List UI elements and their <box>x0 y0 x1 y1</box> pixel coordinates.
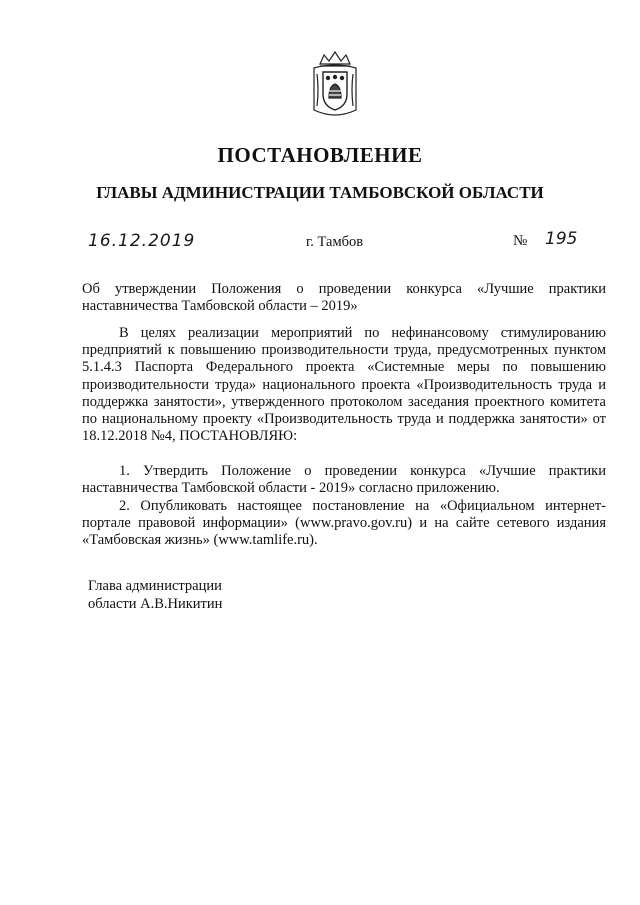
resolution-item-1: 1. Утвердить Положение о проведении конкурса «Лучшие практики наставничества Тамбовской области - 2019» согласно приложению. <box>82 463 606 497</box>
preamble-paragraph: В целях реализации мероприятий по нефинансовому стимулированию предприятий к повышению производительности труда, предусмотренных пунктом 5.1.4.3 Паспорта Федерального проекта «Системные меры по повышению производительности труда» национального проекта «Производительность труда и поддержка занятости», утвержденного протоколом заседания проектного комитета по национальному проекту «Производительность труда и поддержка занятости» от 18.12.2018 №4, ПОСТАНОВЛЯЮ: <box>82 325 606 445</box>
resolution-item-2: 2. Опубликовать настоящее постановление на «Официальном интернет-портале правовой информации» (www.pravo.gov.ru) и на сайте сетевого издания «Тамбовская жизнь» (www.tamlife.ru). <box>82 498 606 549</box>
signature-line-2: области А.В.Никитин <box>88 595 223 612</box>
coat-of-arms-icon <box>312 50 358 118</box>
document-city: г. Тамбов <box>306 234 364 250</box>
document-date: 16.12.2019 <box>88 231 196 251</box>
document-subtitle: ГЛАВЫ АДМИНИСТРАЦИИ ТАМБОВСКОЙ ОБЛАСТИ <box>96 183 544 202</box>
document-number: 195 <box>545 229 578 249</box>
signature-block <box>88 578 222 613</box>
document-title: ПОСТАНОВЛЕНИЕ <box>217 143 423 167</box>
signature-line-1: Глава администрации <box>88 578 222 594</box>
document-subject: Об утверждении Положения о проведении конкурса «Лучшие практики наставничества Тамбовской области – 2019» <box>82 281 606 315</box>
number-sign: № <box>513 233 528 249</box>
